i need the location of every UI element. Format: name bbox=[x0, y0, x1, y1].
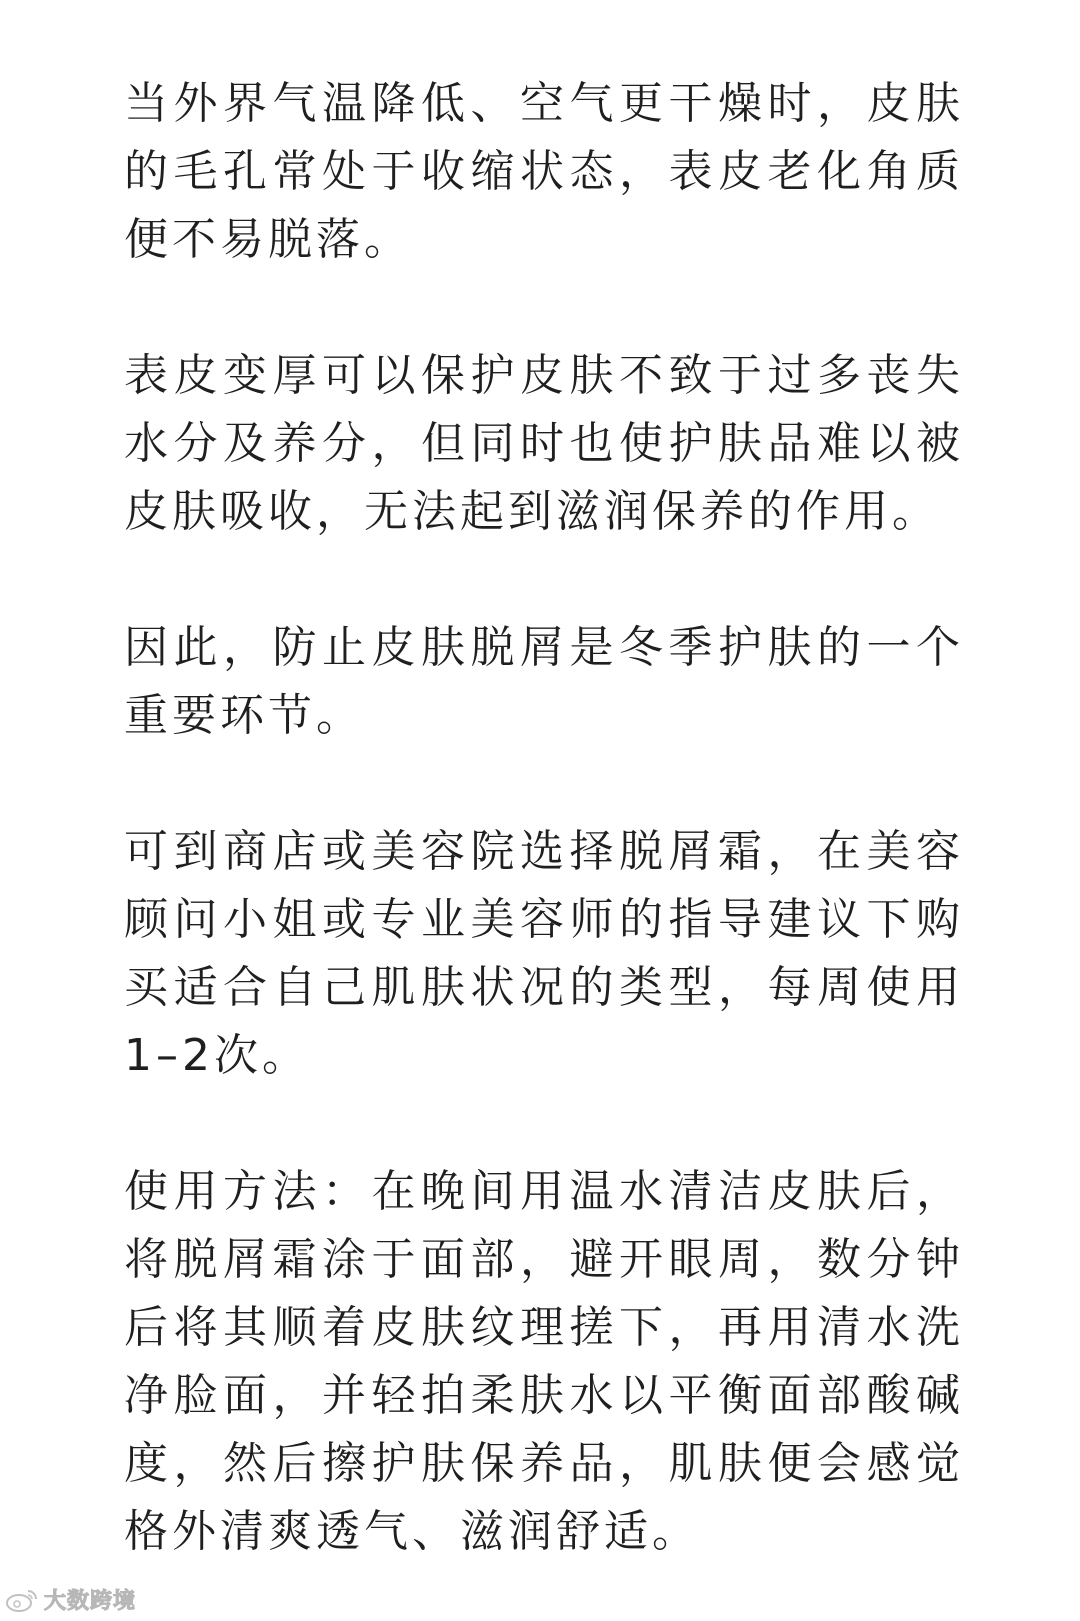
watermark bbox=[4, 1584, 136, 1615]
watermark-text: 大数跨境 bbox=[44, 1589, 137, 1614]
paragraph-4: 可到商店或美容院选择脱屑霜，在美容顾问小姐或专业美容师的指导建议下购买适合自己肌肤状况的类型，每周使用1–2次。 bbox=[124, 826, 964, 1081]
weibo-logo-icon bbox=[4, 1587, 40, 1613]
paragraph-3: 因此，防止皮肤脱屑是冬季护肤的一个重要环节。 bbox=[124, 622, 964, 741]
paragraph-2: 表皮变厚可以保护皮肤不致于过多丧失水分及养分，但同时也使护肤品难以被皮肤吸收，无法起到滋润保养的作用。 bbox=[124, 350, 964, 537]
article-body bbox=[124, 70, 964, 1566]
paragraph-1: 当外界气温降低、空气更干燥时，皮肤的毛孔常处于收缩状态，表皮老化角质便不易脱落。 bbox=[124, 78, 964, 265]
paragraph-5: 使用方法：在晚间用温水清洁皮肤后，将脱屑霜涂于面部，避开眼周，数分钟后将其顺着皮肤纹理搓下，再用清水洗净脸面，并轻拍柔肤水以平衡面部酸碱度，然后擦护肤保养品，肌肤便会感觉格外清爽透气、滋润舒适。 bbox=[124, 1166, 964, 1557]
